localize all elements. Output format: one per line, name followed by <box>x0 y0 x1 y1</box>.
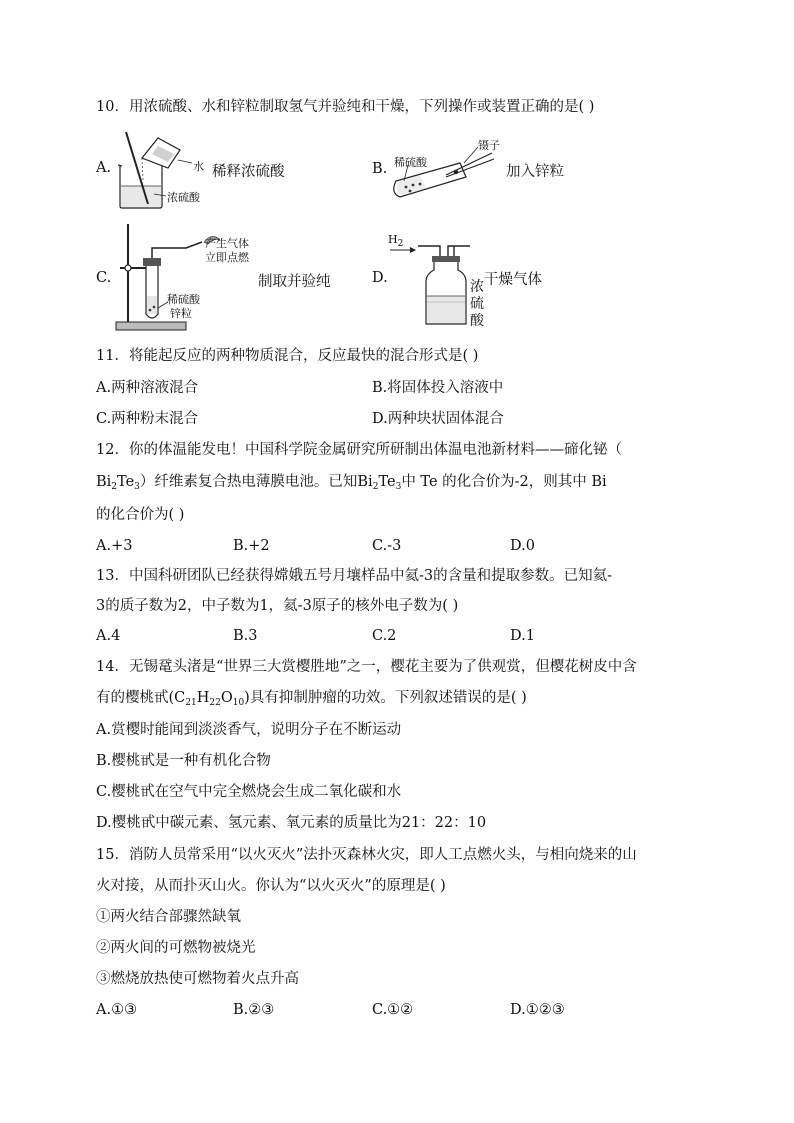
q10-d-acid-char-2: 硫 <box>470 296 484 312</box>
q14-line2: 有的樱桃甙$(C_{21}H_{22}O_{10})$具有抑制肿瘤的功效。下列叙述错误的是( ) <box>96 690 527 708</box>
q10-option-a-caption: 稀释浓硫酸 <box>212 164 285 180</box>
q11-option-a: A.两种溶液混合 <box>96 380 199 396</box>
q12-line1: 12．你的体温能发电！中国科学院金属研究所研制出体温电池新材料——碲化铋（ <box>96 442 622 458</box>
q12-line3: 的化合价为( ) <box>96 507 185 523</box>
q10-option-b-caption: 加入锌粒 <box>506 164 564 180</box>
q11-option-b: B.将固体投入溶液中 <box>372 380 504 396</box>
q14-option-b: B.樱桃甙是一种有机化合物 <box>96 753 271 769</box>
q12-option-b: B.+2 <box>233 538 270 554</box>
q10-option-a-letter: A. <box>96 160 112 176</box>
q12-option-a: A.+3 <box>96 538 133 554</box>
q11-stem: 11．将能起反应的两种物质混合，反应最快的混合形式是( ) <box>96 348 479 364</box>
q10-c-zinc-label: 锌粒 <box>170 307 192 320</box>
q10-a-water-label: 水 <box>193 160 204 173</box>
q10-c-gas-line2: 立即点燃 <box>205 251 249 264</box>
q15-statement-1: ①两火结合部骤然缺氧 <box>96 909 241 925</box>
q10-c-acid-label: 稀硫酸 <box>167 293 200 306</box>
q15-option-a: A.①③ <box>96 1002 138 1018</box>
q14-option-c: C.樱桃甙在空气中完全燃烧会生成二氧化碳和水 <box>96 784 402 800</box>
q11-option-c: C.两种粉末混合 <box>96 411 199 427</box>
q15-option-c: C.①② <box>372 1002 414 1018</box>
q14-line1: 14．无锡鼋头渚是“世界三大赏樱胜地”之一，樱花主要为了供观赏，但樱花树皮中含 <box>96 659 637 675</box>
q13-option-a: A.4 <box>96 628 121 644</box>
q13-option-c: C.2 <box>372 628 397 644</box>
q15-option-d: D.①②③ <box>510 1002 565 1018</box>
q13-line1: 13．中国科研团队已经获得嫦娥五号月壤样品中氦-3的含量和提取参数。已知氦- <box>96 568 612 584</box>
q14-option-d: D.樱桃甙中碳元素、氢元素、氧元素的质量比为21：22：10 <box>96 815 487 831</box>
q15-line2: 火对接，从而扑灭山火。你认为“以火灭火”的原理是( ) <box>96 878 446 894</box>
q13-option-b: B.3 <box>233 628 258 644</box>
q10-option-d-letter: D. <box>372 270 388 286</box>
q14-option-a: A.赏樱时能闻到淡淡香气，说明分子在不断运动 <box>96 722 402 738</box>
q13-option-d: D.1 <box>510 628 535 644</box>
q11-option-d: D.两种块状固体混合 <box>372 411 504 427</box>
q10-option-d-caption: 干燥气体 <box>484 272 542 288</box>
q10-b-acid-label: 稀硫酸 <box>394 156 427 169</box>
q12-option-c: C.-3 <box>372 538 402 554</box>
q12-option-d: D.0 <box>510 538 535 554</box>
q13-line2: 3的质子数为2，中子数为1，氦-3原子的核外电子数为( ) <box>96 598 459 614</box>
q15-statement-3: ③燃烧放热使可燃物着火点升高 <box>96 971 299 987</box>
q10-stem: 10．用浓硫酸、水和锌粒制取氢气并验纯和干燥，下列操作或装置正确的是( ) <box>96 99 595 115</box>
q15-option-b: B.②③ <box>233 1002 275 1018</box>
q10-d-acid-char-3: 酸 <box>470 313 484 329</box>
q10-d-acid-char-1: 浓 <box>470 279 484 295</box>
q10-option-c-letter: C. <box>96 270 112 286</box>
q10-d-h2-label: $H_2$ <box>388 233 404 249</box>
q10-a-acid-label: 浓硫酸 <box>167 191 200 204</box>
q15-line1: 15．消防人员常采用“以火灭火”法扑灭森林火灾，即人工点燃火头，与相向烧来的山 <box>96 847 637 863</box>
q10-b-tweezers-label: 镊子 <box>478 139 500 152</box>
q10-c-gas-line1: 产生气体 <box>205 237 249 250</box>
q10-option-c-caption: 制取并验纯 <box>258 274 331 290</box>
q10-option-b-letter: B. <box>372 161 388 177</box>
q15-statement-2: ②两火间的可燃物被烧光 <box>96 940 256 956</box>
q12-line2: $Bi_2Te_3$）纤维素复合热电薄膜电池。已知$Bi_2Te_3$中 Te 的化合价为-2，则其中 Bi <box>96 474 607 492</box>
